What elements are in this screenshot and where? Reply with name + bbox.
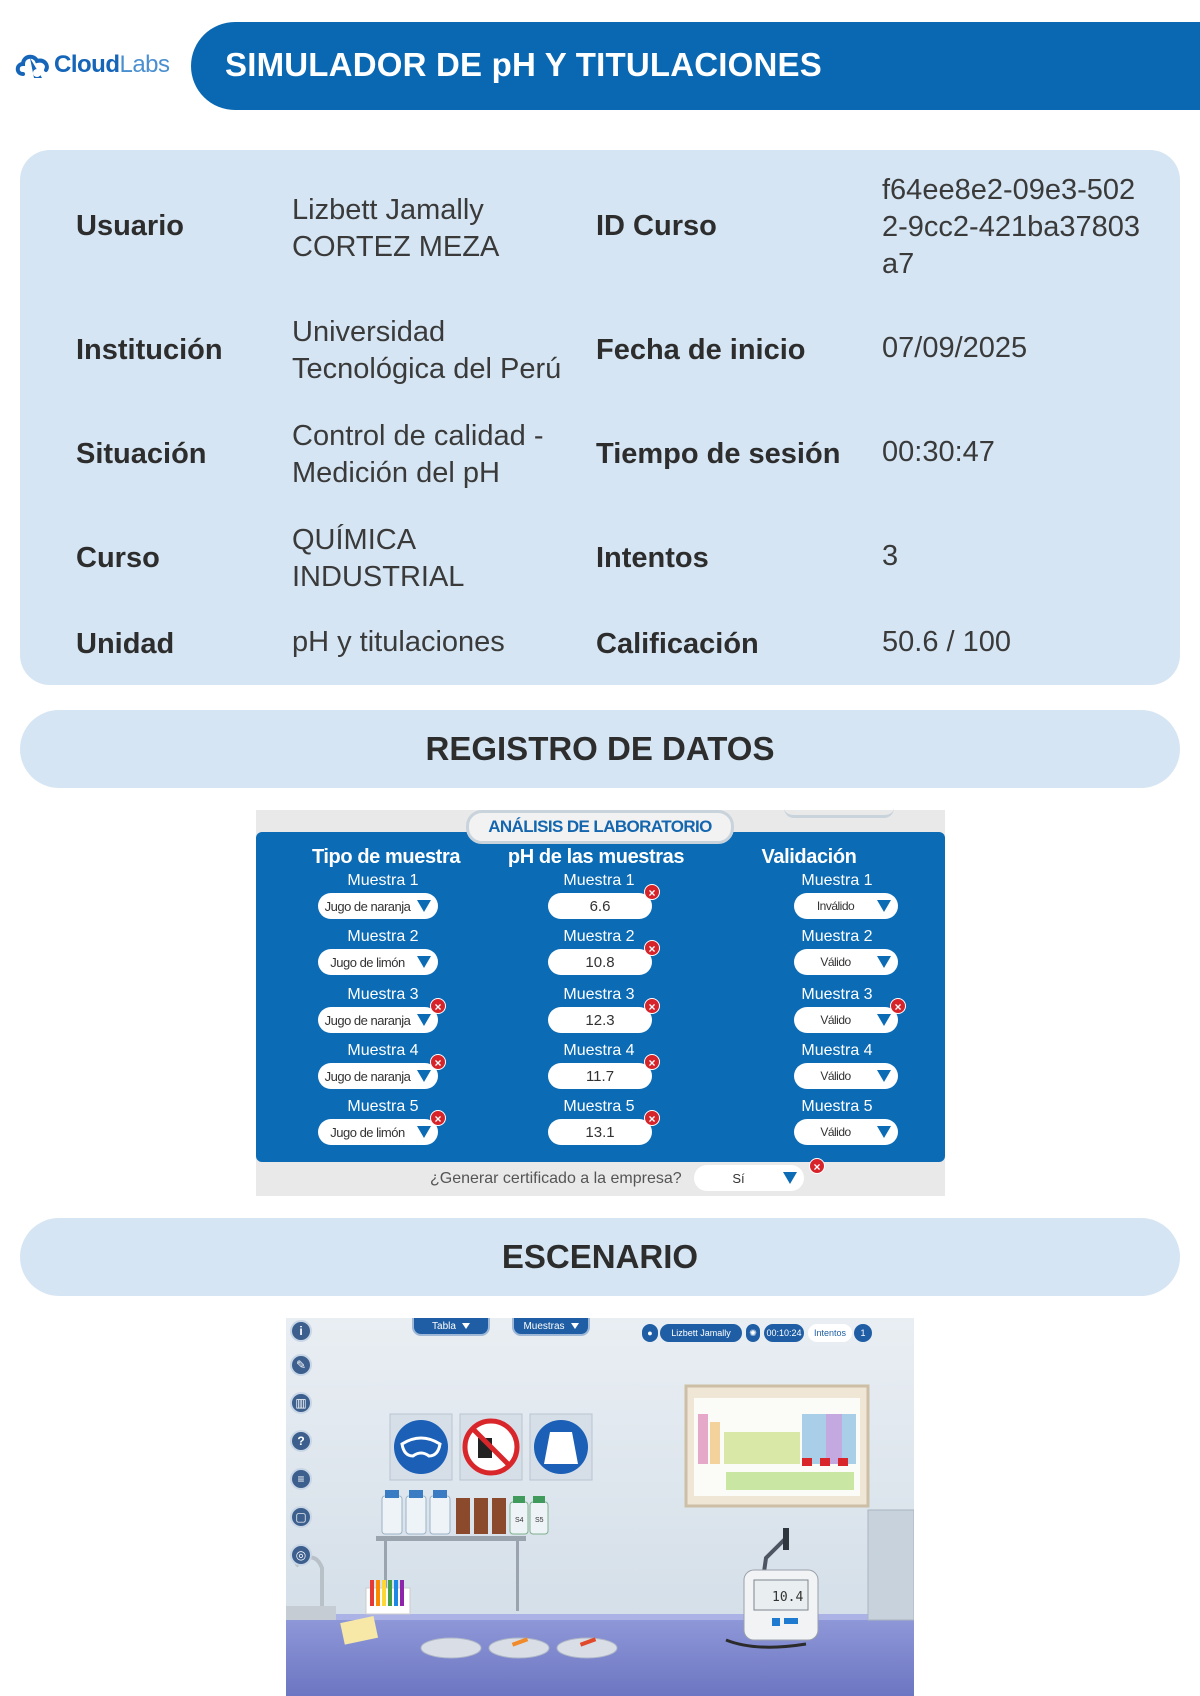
meter-reading-text: 10.4 (772, 1590, 804, 1605)
help-icon[interactable]: ? (290, 1430, 312, 1452)
ph-input[interactable] (548, 1119, 652, 1145)
ph-input-value: 6.6 (589, 897, 611, 915)
info-card (20, 150, 1180, 685)
cloudlabs-logo (14, 48, 170, 82)
tipo-select[interactable] (318, 949, 438, 975)
chevron-down-icon (877, 1070, 891, 1082)
usuario-value (292, 192, 499, 266)
row-label-validacion: Muestra 4 (801, 1042, 873, 1059)
no-food-sign-icon (460, 1414, 522, 1480)
scene-intentos-value: 1 (854, 1324, 872, 1342)
institucion-line1: Universidad (292, 316, 446, 348)
institucion-label: Institución (76, 334, 223, 366)
chevron-down-icon (877, 1126, 891, 1138)
id-curso-line2: 2-9cc2-421ba37803 (882, 211, 1140, 243)
row-label-tipo: Muestra 5 (347, 1098, 419, 1115)
ph-input-value: 13.1 (585, 1123, 615, 1141)
situacion-label: Situación (76, 438, 207, 470)
intentos-value: 3 (882, 540, 899, 572)
error-x-icon: × (890, 998, 906, 1014)
chevron-down-icon (783, 1172, 797, 1184)
row-label-tipo: Muestra 2 (347, 928, 419, 945)
validacion-select-value: Válido (820, 1069, 851, 1083)
chevron-down-icon (417, 1126, 431, 1138)
tiempo-label: Tiempo de sesión (596, 438, 841, 470)
certificado-select[interactable] (694, 1165, 804, 1191)
validacion-select[interactable] (794, 1007, 898, 1033)
fecha-label: Fecha de inicio (596, 334, 806, 366)
row-label-validacion: Muestra 2 (801, 928, 873, 945)
fecha-value: 07/09/2025 (882, 332, 1028, 364)
curso-line1: QUÍMICA (292, 524, 417, 556)
menu-tabla-label: Tabla (432, 1320, 456, 1332)
row-label-validacion: Muestra 3 (801, 986, 873, 1003)
ph-input-value: 12.3 (585, 1011, 615, 1029)
situacion-line2: Medición del pH (292, 457, 500, 489)
curso-value (292, 522, 464, 596)
bottle-label-s4: S4 (515, 1517, 524, 1524)
user-icon: ● (642, 1324, 658, 1342)
tipo-select[interactable] (318, 893, 438, 919)
chevron-down-icon (417, 1070, 431, 1082)
curso-label: Curso (76, 542, 160, 574)
calificacion-label: Calificación (596, 628, 759, 660)
page-title: SIMULADOR DE pH Y TITULACIONES (225, 46, 822, 83)
ph-input[interactable] (548, 1063, 652, 1089)
menu-muestras-label: Muestras (523, 1320, 565, 1332)
scene-timer: 00:10:24 (764, 1324, 804, 1342)
tipo-select-value: Jugo de limón (330, 954, 405, 970)
tipo-select-value: Jugo de naranja (324, 898, 411, 914)
ph-input[interactable] (548, 893, 652, 919)
tipo-select-value: Jugo de naranja (324, 1012, 411, 1028)
institucion-line2: Tecnológica del Perú (292, 353, 562, 385)
menu-tabla[interactable] (412, 1318, 490, 1336)
usuario-line1: Lizbett Jamally (292, 194, 484, 226)
error-x-icon: × (644, 1110, 660, 1126)
lab-coat-sign-icon (530, 1414, 592, 1480)
id-curso-label: ID Curso (596, 210, 717, 242)
error-x-icon: × (644, 1054, 660, 1070)
calificacion-value: 50.6 / 100 (882, 626, 1011, 658)
validacion-select[interactable] (794, 949, 898, 975)
institucion-value (292, 314, 561, 388)
periodic-table-poster-icon (686, 1386, 868, 1506)
intentos-label: Intentos (596, 542, 709, 574)
id-curso-line3: a7 (882, 248, 915, 280)
validacion-select-value: Válido (820, 955, 851, 969)
situacion-line1: Control de calidad - (292, 420, 544, 452)
list-icon[interactable]: ≡ (290, 1468, 312, 1490)
validacion-select[interactable] (794, 893, 898, 919)
id-curso-line1: f64ee8e2-09e3-502 (882, 174, 1136, 206)
validacion-select-value: Inválido (816, 899, 855, 913)
row-label-validacion: Muestra 5 (801, 1098, 873, 1115)
tipo-select-value: Jugo de naranja (324, 1068, 411, 1084)
chevron-down-icon (462, 1323, 470, 1329)
validacion-select[interactable] (794, 1119, 898, 1145)
header (0, 0, 1200, 120)
tipo-select-value: Jugo de limón (330, 1124, 405, 1140)
row-label-ph: Muestra 5 (563, 1098, 635, 1115)
secondary-tab (784, 808, 894, 818)
error-x-icon: × (430, 998, 446, 1014)
error-x-icon: × (644, 884, 660, 900)
lab-analysis-tab: ANÁLISIS DE LABORATORIO (466, 810, 734, 844)
tipo-select[interactable] (318, 1119, 438, 1145)
gear-icon[interactable]: ✺ (746, 1324, 760, 1342)
error-x-icon: × (430, 1054, 446, 1070)
logo-text-labs: Labs (119, 51, 170, 78)
chevron-down-icon (417, 956, 431, 968)
certificado-select-value: Sí (732, 1170, 745, 1186)
tipo-select[interactable] (318, 1007, 438, 1033)
row-label-ph: Muestra 1 (563, 872, 635, 889)
scenario-screenshot (286, 1318, 914, 1696)
chevron-down-icon (571, 1323, 579, 1329)
globe-icon[interactable]: ◎ (290, 1544, 312, 1566)
chevron-down-icon (877, 1014, 891, 1026)
row-label-tipo: Muestra 4 (347, 1042, 419, 1059)
lab-analysis-panel (256, 810, 945, 1196)
tiempo-value: 00:30:47 (882, 436, 995, 468)
error-x-icon: × (430, 1110, 446, 1126)
validacion-select-value: Válido (820, 1125, 851, 1139)
ph-input[interactable] (548, 1007, 652, 1033)
clipboard-icon[interactable]: ▢ (290, 1506, 312, 1528)
tipo-select[interactable] (318, 1063, 438, 1089)
cloud-flask-icon (14, 48, 52, 82)
pencil-icon[interactable]: ✎ (290, 1354, 312, 1376)
chevron-down-icon (417, 900, 431, 912)
info-icon[interactable]: i (290, 1320, 312, 1342)
error-x-icon: × (809, 1158, 825, 1174)
ph-input-value: 10.8 (585, 953, 615, 971)
usuario-label: Usuario (76, 210, 184, 242)
petri-dishes-icon (421, 1637, 617, 1658)
logo-text-cloud: Cloud (54, 51, 120, 78)
bottle-label-s5: S5 (535, 1517, 544, 1524)
unidad-label: Unidad (76, 628, 175, 660)
row-label-validacion: Muestra 1 (801, 872, 873, 889)
trash-icon[interactable]: ▥ (290, 1392, 312, 1414)
ph-input-value: 11.7 (585, 1067, 615, 1085)
curso-line2: INDUSTRIAL (292, 561, 465, 593)
lab-scene-illustration (286, 1318, 914, 1696)
safety-goggles-sign-icon (390, 1414, 452, 1480)
error-x-icon: × (644, 940, 660, 956)
menu-muestras[interactable] (512, 1318, 590, 1336)
validacion-select[interactable] (794, 1063, 898, 1089)
col-tipo-header: Tipo de muestra (311, 846, 461, 868)
validacion-select-value: Válido (820, 1013, 851, 1027)
row-label-ph: Muestra 3 (563, 986, 635, 1003)
situacion-value (292, 418, 543, 492)
unidad-value: pH y titulaciones (292, 626, 505, 658)
row-label-tipo: Muestra 3 (347, 986, 419, 1003)
id-curso-value (882, 172, 1140, 283)
col-validacion-header: Validación (761, 846, 857, 868)
error-x-icon: × (644, 998, 660, 1014)
scene-intentos-label: Intentos (808, 1324, 852, 1342)
chevron-down-icon (877, 956, 891, 968)
col-ph-header: pH de las muestras (507, 846, 685, 868)
row-label-ph: Muestra 4 (563, 1042, 635, 1059)
row-label-tipo: Muestra 1 (347, 872, 419, 889)
row-label-ph: Muestra 2 (563, 928, 635, 945)
scene-user-name: Lizbett Jamally (660, 1324, 742, 1342)
chevron-down-icon (417, 1014, 431, 1026)
ph-input[interactable] (548, 949, 652, 975)
certificado-question: ¿Generar certificado a la empresa? (430, 1170, 682, 1187)
title-bar (191, 22, 1200, 110)
usuario-line2: CORTEZ MEZA (292, 231, 500, 263)
section-escenario: ESCENARIO (20, 1218, 1180, 1296)
section-registro-de-datos: REGISTRO DE DATOS (20, 710, 1180, 788)
chevron-down-icon (877, 900, 891, 912)
